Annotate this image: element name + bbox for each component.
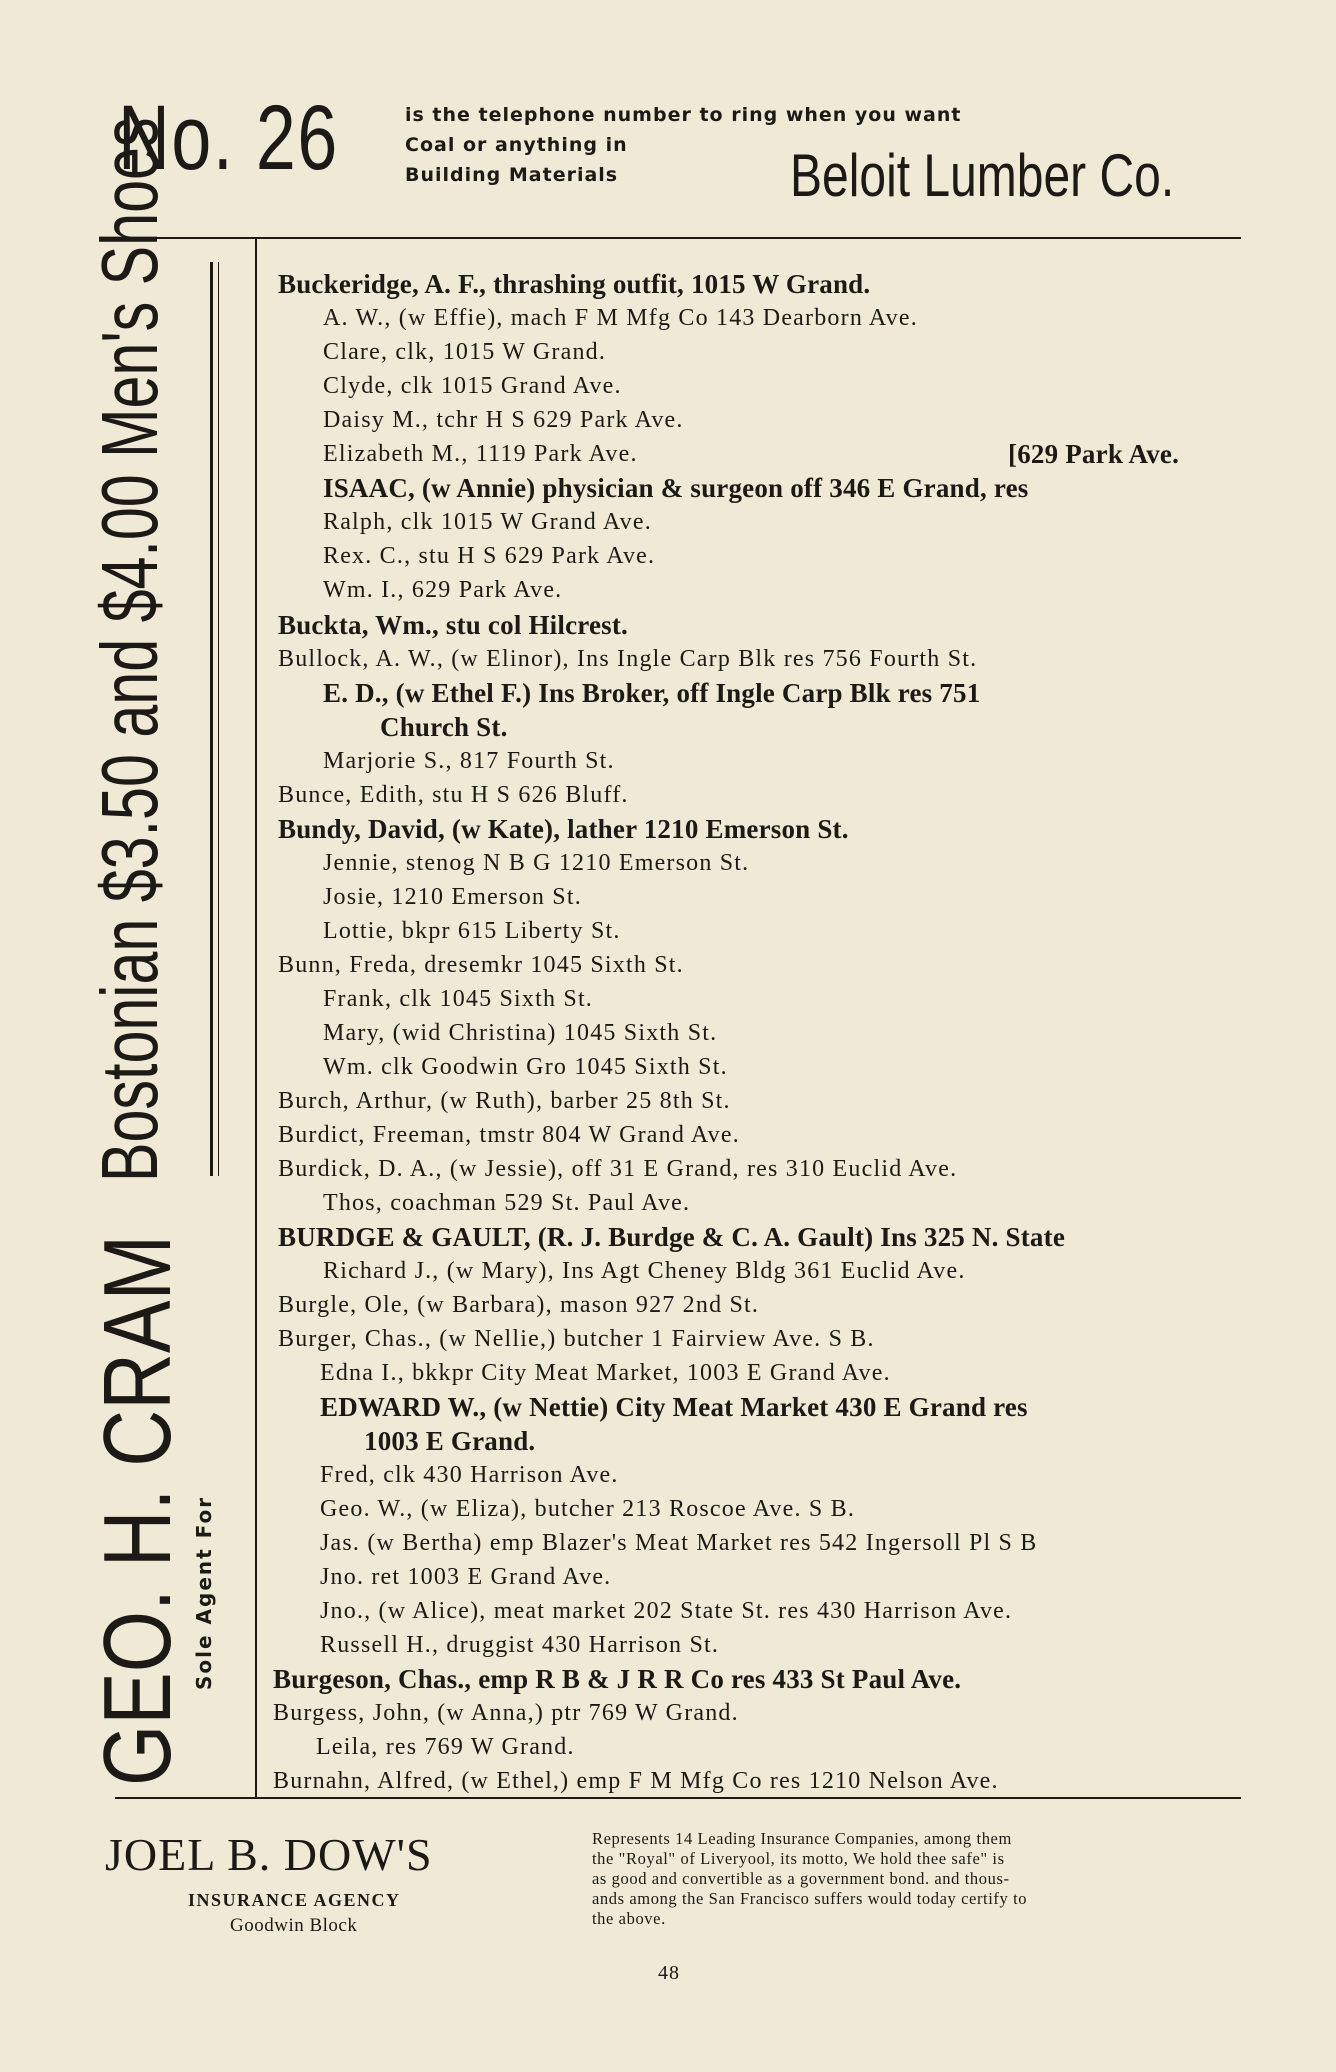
- directory-entry: Burdict, Freeman, tmstr 804 W Grand Ave.: [278, 1122, 740, 1148]
- footer-ad-line: ands among the San Francisco suffers would today certify to: [592, 1889, 1028, 1908]
- directory-entry: BURDGE & GAULT, (R. J. Burdge & C. A. Gault) Ins 325 N. State: [278, 1222, 1065, 1252]
- directory-entry: Buckeridge, A. F., thrashing outfit, 1015 W Grand.: [278, 269, 871, 299]
- directory-entry: Wm. I., 629 Park Ave.: [323, 577, 563, 603]
- directory-entry: Russell H., druggist 430 Harrison St.: [320, 1632, 720, 1658]
- directory-entry: Lottie, bkpr 615 Liberty St.: [323, 918, 621, 944]
- directory-entry: ISAAC, (w Annie) physician & surgeon off 346 E Grand, res: [323, 473, 1029, 503]
- page-number: 48: [658, 1962, 680, 1984]
- directory-entry: Bullock, A. W., (w Elinor), Ins Ingle Carp Blk res 756 Fourth St.: [278, 646, 978, 672]
- directory-entry: Geo. W., (w Eliza), butcher 213 Roscoe Ave. S B.: [320, 1496, 856, 1522]
- directory-entry: Edna I., bkkpr City Meat Market, 1003 E Grand Ave.: [320, 1360, 891, 1386]
- directory-entry: Burnahn, Alfred, (w Ethel,) emp F M Mfg Co res 1210 Nelson Ave.: [273, 1768, 999, 1794]
- footer-ad-line: as good and convertible as a government bond. and thous-: [592, 1869, 1010, 1888]
- directory-entry: Elizabeth M., 1119 Park Ave.: [323, 441, 638, 467]
- sidebar-dealer-name: GEO. H. CRAM: [84, 1234, 191, 1786]
- footer-location: Goodwin Block: [230, 1915, 358, 1936]
- footer-ad-text: [592, 1829, 1242, 1929]
- directory-entry: Ralph, clk 1015 W Grand Ave.: [323, 509, 652, 535]
- directory-entry: Burgle, Ole, (w Barbara), mason 927 2nd St.: [278, 1292, 760, 1318]
- directory-entry: E. D., (w Ethel F.) Ins Broker, off Ingle Carp Blk res 751: [323, 678, 981, 708]
- directory-entry: [629 Park Ave.: [1008, 439, 1180, 469]
- header-tagline-line: Building Materials: [405, 164, 619, 186]
- directory-entry: Daisy M., tchr H S 629 Park Ave.: [323, 407, 684, 433]
- directory-entry: Buckta, Wm., stu col Hilcrest.: [278, 610, 628, 640]
- header-company-name: Beloit Lumber Co.: [790, 142, 1175, 209]
- directory-entry: Burger, Chas., (w Nellie,) butcher 1 Fairview Ave. S B.: [278, 1326, 875, 1352]
- footer-agency-name: JOEL B. DOW'S: [105, 1829, 433, 1880]
- directory-entry: Fred, clk 430 Harrison Ave.: [320, 1462, 619, 1488]
- directory-entry: A. W., (w Effie), mach F M Mfg Co 143 Dearborn Ave.: [323, 305, 918, 331]
- footer-ad-line: the above.: [592, 1909, 666, 1928]
- directory-entry: Burgess, John, (w Anna,) ptr 769 W Grand.: [273, 1700, 739, 1726]
- directory-entry: Rex. C., stu H S 629 Park Ave.: [323, 543, 656, 569]
- directory-entry: Jennie, stenog N B G 1210 Emerson St.: [323, 850, 750, 876]
- footer-agency-type: INSURANCE AGENCY: [188, 1890, 401, 1910]
- header-tagline-line: is the telephone number to ring when you want: [405, 104, 962, 126]
- directory-entry: Clare, clk, 1015 W Grand.: [323, 339, 607, 365]
- directory-entry: EDWARD W., (w Nettie) City Meat Market 430 E Grand res: [320, 1392, 1028, 1422]
- sidebar-shoes-ad: Bostonian $3.50 and $4.00 Men's Shoes: [85, 117, 174, 1182]
- directory-entry: Frank, clk 1045 Sixth St.: [323, 986, 594, 1012]
- header-phone-number: No. 26: [118, 87, 339, 189]
- directory-entry: Burgeson, Chas., emp R B & J R R Co res 433 St Paul Ave.: [273, 1664, 962, 1694]
- directory-entry: Burdick, D. A., (w Jessie), off 31 E Grand, res 310 Euclid Ave.: [278, 1156, 958, 1182]
- directory-entry: Josie, 1210 Emerson St.: [323, 884, 582, 910]
- directory-entry: Jno. ret 1003 E Grand Ave.: [320, 1564, 612, 1590]
- directory-entry: Jas. (w Bertha) emp Blazer's Meat Market res 542 Ingersoll Pl S B: [320, 1530, 1038, 1556]
- directory-entry: Mary, (wid Christina) 1045 Sixth St.: [323, 1020, 718, 1046]
- directory-entry: Jno., (w Alice), meat market 202 State St. res 430 Harrison Ave.: [320, 1598, 1013, 1624]
- directory-entry: Wm. clk Goodwin Gro 1045 Sixth St.: [323, 1054, 728, 1080]
- directory-entry: Bunce, Edith, stu H S 626 Bluff.: [278, 782, 629, 808]
- directory-entry: Clyde, clk 1015 Grand Ave.: [323, 373, 622, 399]
- directory-entry: Leila, res 769 W Grand.: [316, 1734, 575, 1760]
- directory-entry: Church St.: [380, 712, 508, 742]
- directory-entry: Marjorie S., 817 Fourth St.: [323, 748, 615, 774]
- sidebar-agent-label: Sole Agent For: [192, 1495, 216, 1690]
- directory-entry: 1003 E Grand.: [364, 1426, 536, 1456]
- header-tagline-line: Coal or anything in: [405, 134, 628, 156]
- directory-entry: Richard J., (w Mary), Ins Agt Cheney Bldg 361 Euclid Ave.: [323, 1258, 966, 1284]
- directory-entry: Bundy, David, (w Kate), lather 1210 Emerson St.: [278, 814, 849, 844]
- footer-ad-line: Represents 14 Leading Insurance Companies, among them: [592, 1829, 1012, 1848]
- directory-entry: Bunn, Freda, dresemkr 1045 Sixth St.: [278, 952, 684, 978]
- directory-entry: Burch, Arthur, (w Ruth), barber 25 8th St.: [278, 1088, 731, 1114]
- directory-entry: Thos, coachman 529 St. Paul Ave.: [323, 1190, 691, 1216]
- footer-ad-line: the "Royal" of Liveryool, its motto, We hold thee safe" is: [592, 1849, 1005, 1868]
